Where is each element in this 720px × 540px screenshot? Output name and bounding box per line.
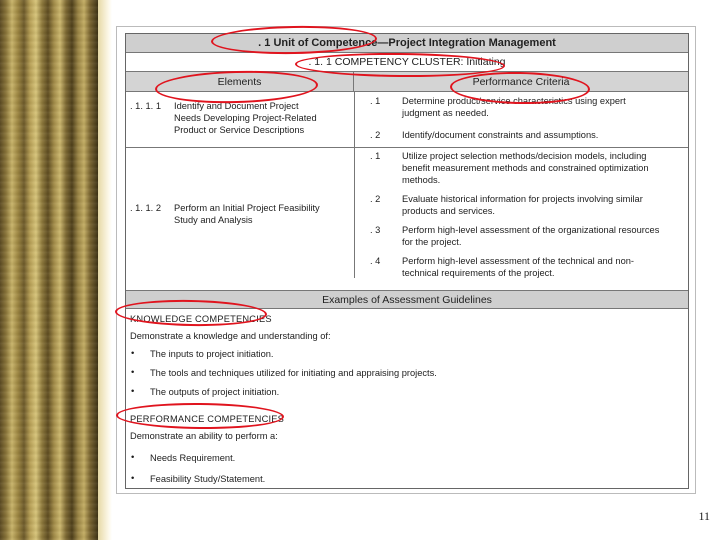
- slide-number: 11: [698, 509, 710, 523]
- performance-bullet: Feasibility Study/Statement.: [150, 474, 266, 484]
- row-divider: [126, 147, 688, 148]
- criterion-line: benefit measurement methods and constrained optimization: [402, 163, 649, 173]
- criterion-number: . 2: [370, 130, 381, 140]
- criterion-line: Evaluate historical information for projects involving similar: [402, 194, 643, 204]
- scanned-document: [116, 26, 696, 494]
- element-line: Identify and Document Project: [174, 101, 299, 111]
- criterion-line: methods.: [402, 175, 441, 185]
- element-number: . 1. 1. 1: [130, 101, 162, 111]
- bullet-glyph: •: [131, 386, 135, 397]
- criterion-line: judgment as needed.: [402, 108, 489, 118]
- element-line: Study and Analysis: [174, 215, 253, 225]
- criterion-line: technical requirements of the project.: [402, 268, 555, 278]
- criterion-line: Perform high-level assessment of the technical and non-: [402, 256, 635, 266]
- criterion-line: for the project.: [402, 237, 462, 247]
- element-line: Product or Service Descriptions: [174, 125, 305, 135]
- criteria-header: Performance Criteria: [354, 72, 688, 92]
- element-line: Needs Developing Project-Related: [174, 113, 317, 123]
- bullet-glyph: •: [131, 452, 135, 463]
- examples-heading: Examples of Assessment Guidelines: [126, 290, 688, 309]
- cluster-title: . 1. 1 COMPETENCY CLUSTER: Initiating: [126, 53, 688, 72]
- criterion-line: products and services.: [402, 206, 496, 216]
- criterion-line: Identify/document constraints and assumptions.: [402, 130, 599, 140]
- criterion-number: . 1: [370, 96, 381, 106]
- knowledge-title: KNOWLEDGE COMPETENCIES: [130, 314, 272, 324]
- column-divider: [354, 92, 355, 278]
- performance-intro: Demonstrate an ability to perform a:: [130, 431, 278, 441]
- bullet-glyph: •: [131, 473, 135, 484]
- unit-title: . 1 Unit of Competence—Project Integration Management: [126, 34, 688, 53]
- decorative-band-edge: [98, 0, 112, 540]
- knowledge-intro: Demonstrate a knowledge and understanding of:: [130, 331, 331, 341]
- knowledge-bullet: The tools and techniques utilized for initiating and appraising projects.: [150, 368, 437, 378]
- element-line: Perform an Initial Project Feasibility: [174, 203, 320, 213]
- criterion-number: . 3: [370, 225, 381, 235]
- knowledge-bullet: The outputs of project initiation.: [150, 387, 280, 397]
- criterion-number: . 2: [370, 194, 381, 204]
- elements-header: Elements: [126, 72, 354, 92]
- criterion-number: . 1: [370, 151, 381, 161]
- criterion-number: . 4: [370, 256, 381, 266]
- performance-title: PERFORMANCE COMPETENCIES: [130, 414, 285, 424]
- criterion-line: Perform high-level assessment of the organizational resources: [402, 225, 660, 235]
- element-number: . 1. 1. 2: [130, 203, 162, 213]
- bullet-glyph: •: [131, 348, 135, 359]
- knowledge-bullet: The inputs to project initiation.: [150, 349, 274, 359]
- criterion-line: Determine product/service characteristics using expert: [402, 96, 626, 106]
- performance-bullet: Needs Requirement.: [150, 453, 236, 463]
- decorative-side-band: [0, 0, 98, 540]
- criterion-line: Utilize project selection methods/decision models, including: [402, 151, 647, 161]
- competency-table: [125, 33, 689, 489]
- bullet-glyph: •: [131, 367, 135, 378]
